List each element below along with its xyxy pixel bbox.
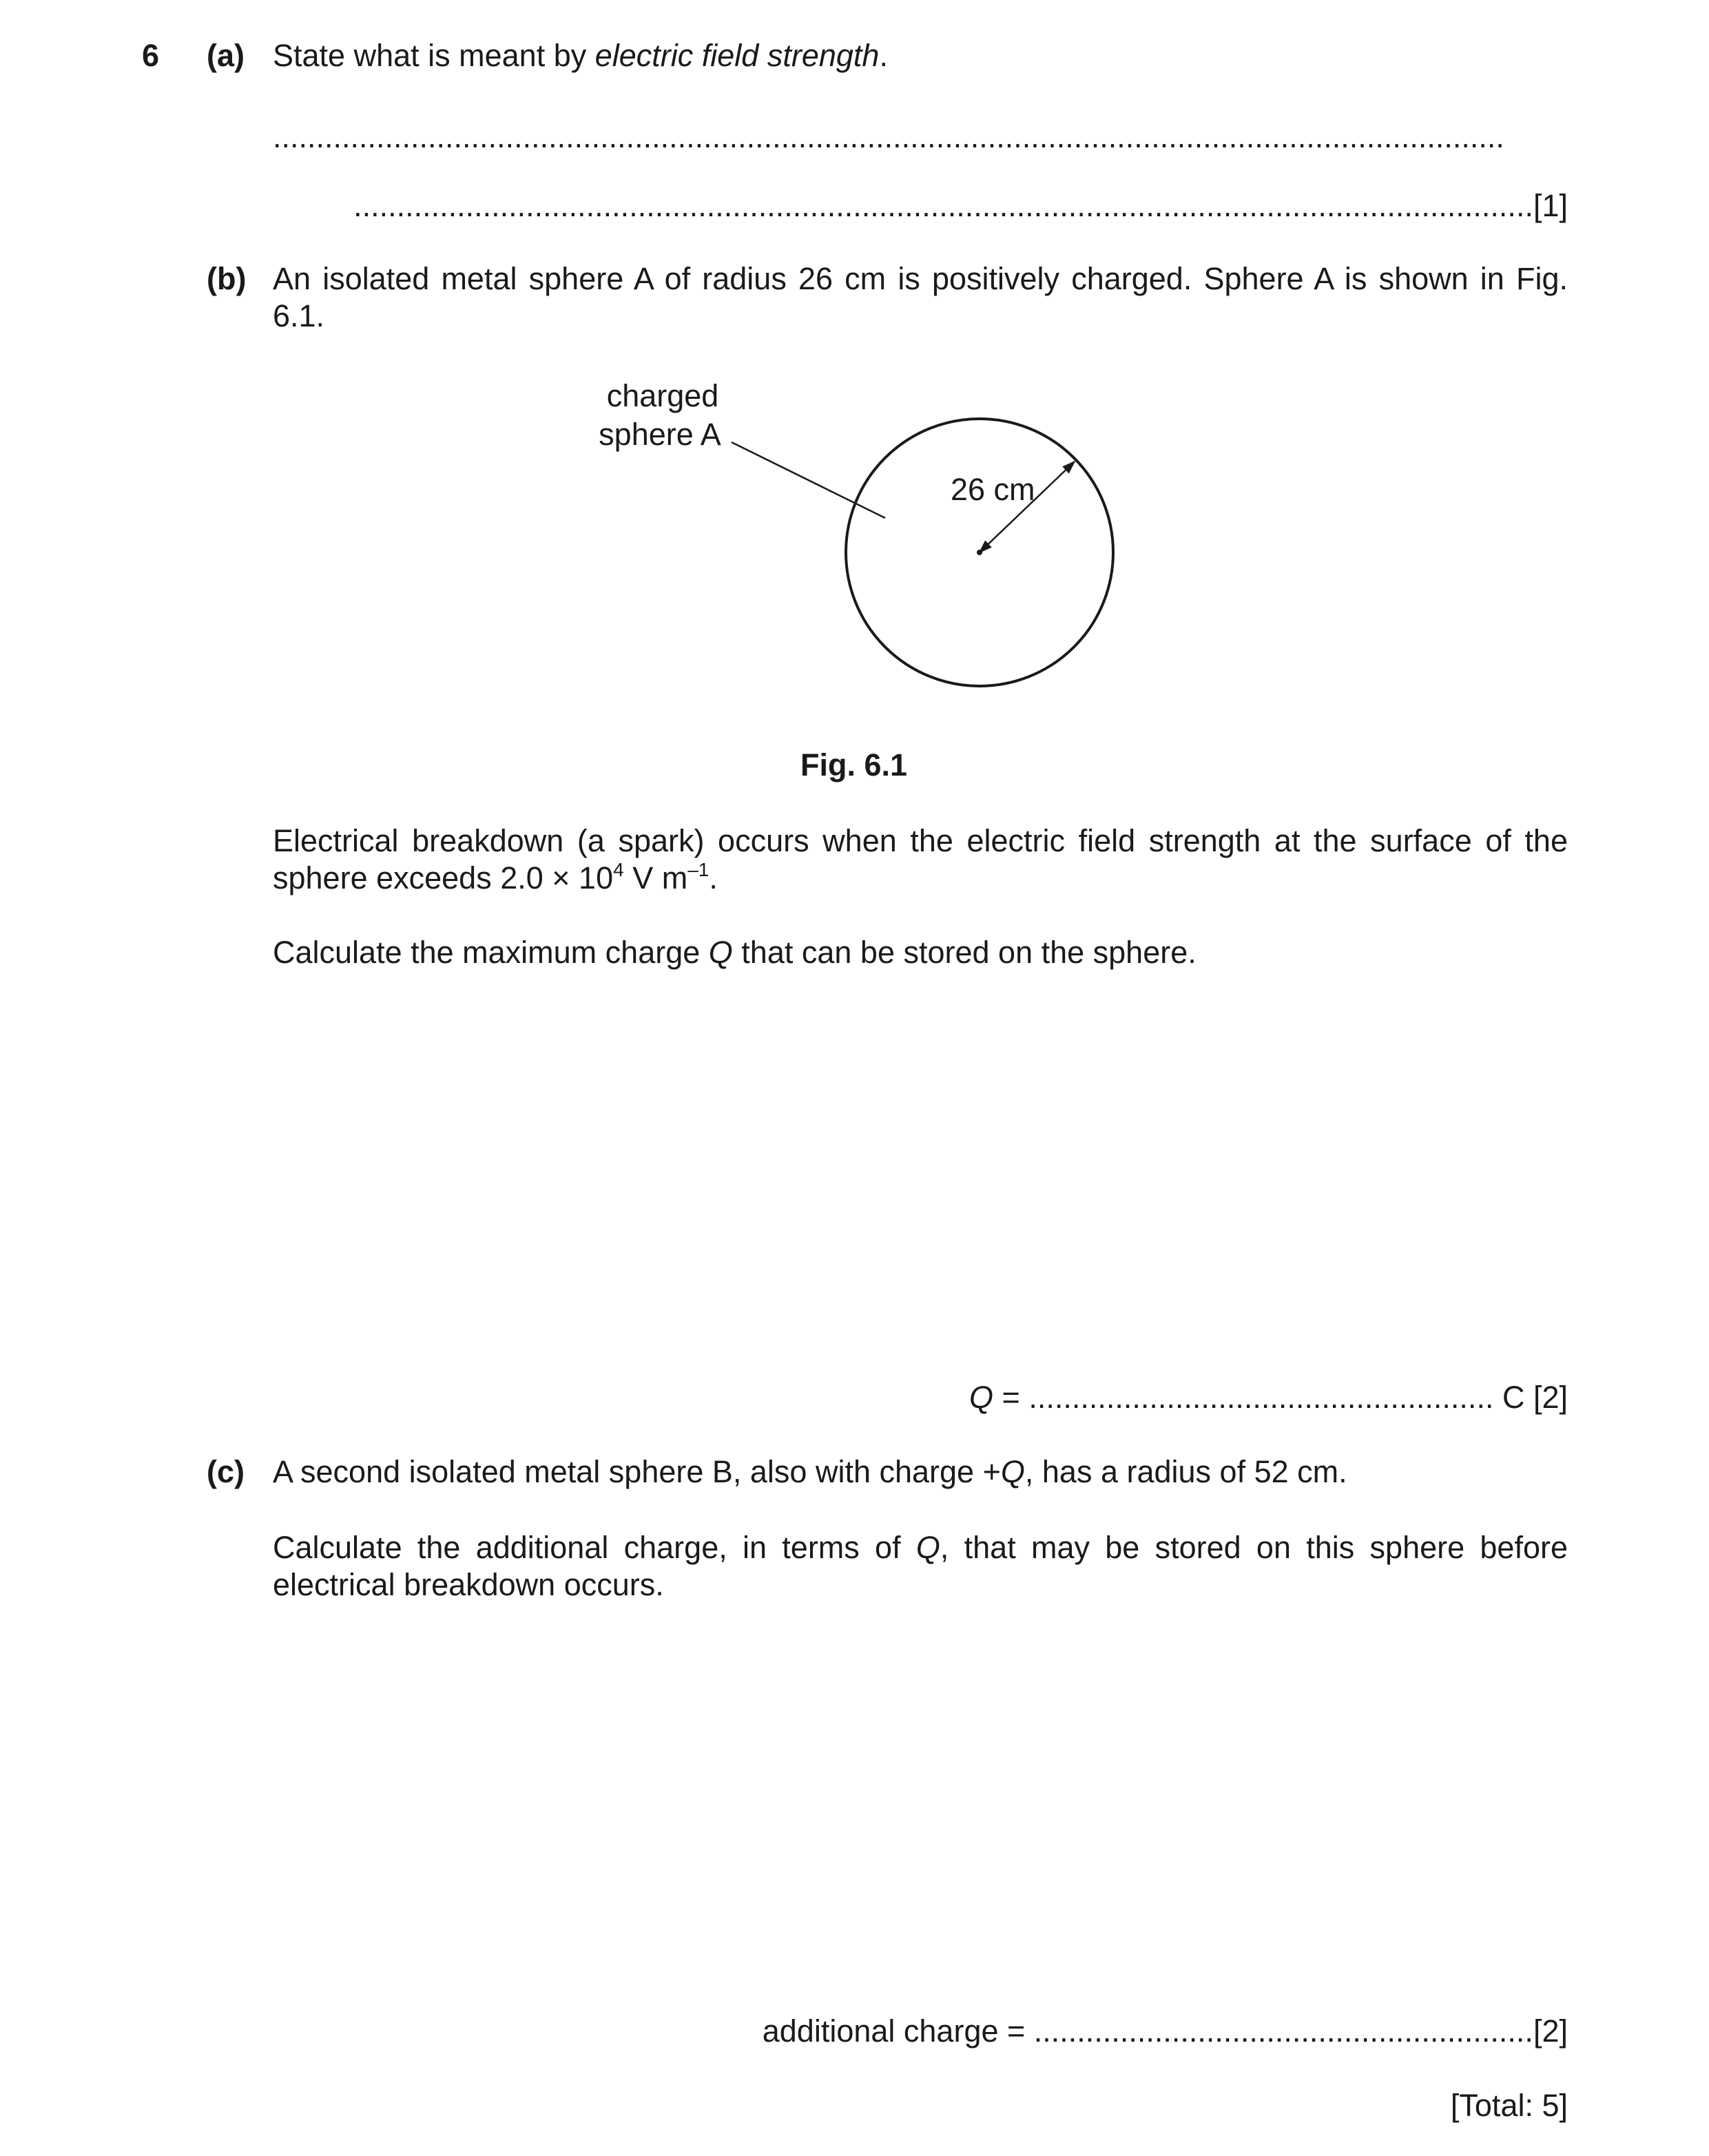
- part-b-calc-var: Q: [708, 935, 733, 970]
- part-c-calc-text: Calculate the additional charge, in terms of: [273, 1530, 916, 1565]
- part-c-text-end: , has a radius of 52 cm.: [1024, 1454, 1347, 1489]
- figure-label-line-2: sphere A: [599, 417, 721, 452]
- figure-leader-line: [732, 442, 885, 518]
- part-a-answer-line-1[interactable]: ...............................................................................................................................................: [273, 119, 1504, 154]
- part-c-label: (c): [207, 1454, 245, 1489]
- part-b-intro: An isolated metal sphere A of radius 26 cm is positively charged. Sphere A is shown in Fig. 6.1.: [273, 261, 1568, 333]
- part-c-marks: [2]: [1533, 2013, 1568, 2049]
- part-b-answer-line[interactable]: [273, 1379, 1568, 1416]
- part-b-answer-dots: ......................................................: [1028, 1380, 1494, 1415]
- part-a-prompt: [273, 37, 888, 74]
- breakdown-unit: V m: [623, 860, 688, 895]
- part-c-calc-end: , that may be stored on this sphere before electrical breakdown occurs.: [273, 1530, 1568, 1602]
- total-marks: [Total: 5]: [1450, 2088, 1568, 2123]
- breakdown-text-main: Electrical breakdown (a spark) occurs when the electric field strength at the surface of the sphere exceeds 2.0 × 10: [273, 823, 1568, 895]
- part-a-marks: [1]: [1533, 188, 1568, 223]
- part-b-calc-prompt: [273, 934, 1197, 971]
- part-c-text-main: A second isolated metal sphere B, also with charge +: [273, 1454, 1001, 1489]
- part-b-label: (b): [207, 261, 247, 296]
- part-c-answer-dots: ..........................................................: [1033, 2013, 1533, 2049]
- figure-6-1: [565, 372, 1185, 696]
- part-a-prompt-text: State what is meant by: [273, 38, 595, 73]
- part-b-calc-end: that can be stored on the sphere.: [732, 935, 1197, 970]
- figure-label-line-1: charged: [606, 378, 719, 413]
- figure-caption: Fig. 6.1: [800, 747, 908, 782]
- part-b-calc-text: Calculate the maximum charge: [273, 935, 709, 970]
- part-c-answer-line[interactable]: [273, 2013, 1568, 2050]
- part-c-answer-label: additional charge =: [762, 2013, 1034, 2049]
- part-c-text-var: Q: [1000, 1454, 1025, 1489]
- part-a-prompt-term: electric field strength: [594, 38, 880, 73]
- breakdown-text-end: .: [709, 860, 718, 895]
- part-b-answer-var: Q: [969, 1380, 994, 1415]
- breakdown-unit-exponent: –1: [687, 859, 710, 880]
- part-b-answer-unit: C [2]: [1493, 1380, 1568, 1415]
- part-c-calc-var: Q: [915, 1530, 940, 1565]
- breakdown-text: [273, 822, 1568, 897]
- part-c-calc-prompt: [273, 1529, 1568, 1604]
- part-a-answer-dots: .........................................................................................................................................: [353, 188, 1533, 223]
- part-a-prompt-end: .: [879, 38, 888, 73]
- breakdown-exponent: 4: [613, 859, 624, 880]
- radius-label: 26 cm: [951, 472, 1035, 507]
- part-b-answer-eq: =: [993, 1380, 1029, 1415]
- question-number: 6: [142, 38, 160, 73]
- part-a-label: (a): [207, 38, 245, 73]
- part-c-text: [273, 1453, 1347, 1491]
- part-a-answer-line-2[interactable]: [273, 187, 1568, 225]
